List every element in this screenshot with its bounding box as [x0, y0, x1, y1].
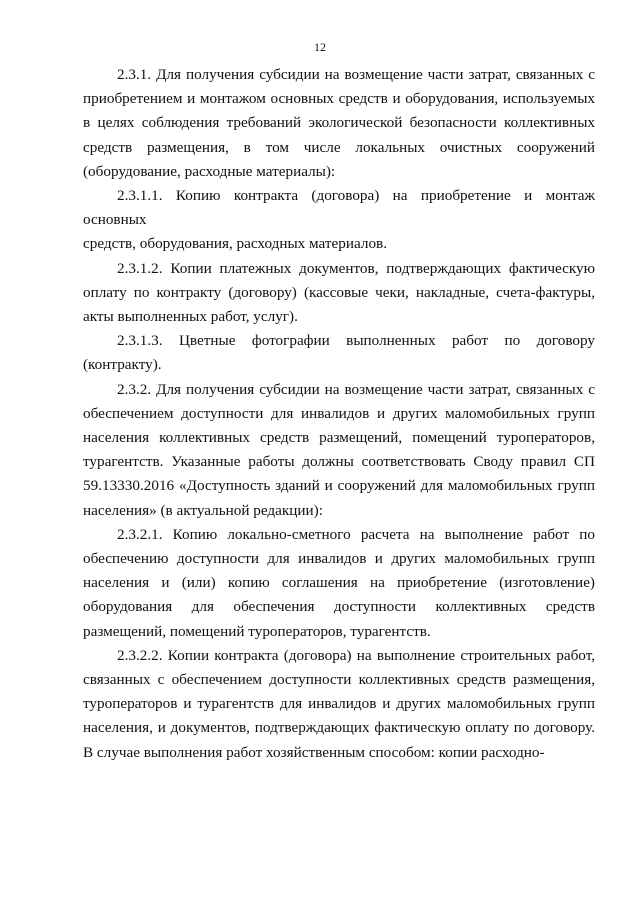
text-line: 2.3.2.1. Копию локально-сметного расчета на выполнение работ по — [117, 525, 595, 543]
text-line: (контракту). — [83, 356, 162, 374]
text-line: приобретением и монтажом основных средств и оборудования, используемых — [83, 90, 595, 108]
text-line: оборудования для обеспечения доступности коллективных средств — [83, 598, 595, 616]
page-number: 12 — [314, 40, 326, 54]
text-line: размещений, помещений туроператоров, турагентств. — [83, 622, 431, 640]
text-line: 2.3.1.2. Копии платежных документов, подтверждающих фактическую — [117, 259, 595, 277]
text-line: в целях соблюдения требований экологической безопасности коллективных — [83, 114, 595, 132]
text-line: населения» (в актуальной редакции): — [83, 501, 323, 519]
text-line: 2.3.1.1. Копию контракта (договора) на приобретение и монтаж основных — [83, 187, 595, 229]
text-line: населения коллективных средств размещений, помещений туроператоров, — [83, 429, 595, 447]
paragraph — [83, 184, 595, 257]
document-body — [83, 63, 595, 765]
text-line: обеспечением доступности для инвалидов и других маломобильных групп — [83, 404, 595, 422]
paragraph — [83, 63, 595, 184]
text-line: 2.3.1.3. Цветные фотографии выполненных работ по договору — [117, 332, 595, 350]
text-line: 2.3.1. Для получения субсидии на возмещение части затрат, связанных с — [117, 66, 595, 83]
text-line: акты выполненных работ, услуг). — [83, 308, 298, 326]
text-line: средств размещения, в том числе локальных очистных сооружений — [83, 138, 595, 156]
text-line: туроператоров и турагентств для инвалидов и других маломобильных групп — [83, 695, 595, 713]
text-line: связанных с обеспечением доступности коллективных средств размещения, — [83, 671, 595, 689]
paragraph — [83, 644, 595, 765]
paragraph — [83, 523, 595, 644]
text-line: 2.3.2. Для получения субсидии на возмещение части затрат, связанных с — [117, 380, 595, 398]
paragraph — [83, 329, 595, 377]
text-line: 2.3.2.2. Копии контракта (договора) на выполнение строительных работ, — [117, 646, 595, 664]
text-line: 59.13330.2016 «Доступность зданий и сооружений для маломобильных групп — [83, 477, 595, 495]
text-line: обеспечению доступности для инвалидов и других маломобильных групп — [83, 550, 595, 568]
text-line: В случае выполнения работ хозяйственным способом: копии расходно- — [83, 743, 545, 761]
text-line: средств, оборудования, расходных материалов. — [83, 235, 388, 253]
text-line: населения и (или) копию соглашения на приобретение (изготовление) — [83, 574, 595, 592]
text-line: оплату по контракту (договору) (кассовые чеки, накладные, счета-фактуры, — [83, 283, 595, 301]
paragraph — [83, 257, 595, 330]
text-line: (оборудование, расходные материалы): — [83, 162, 336, 180]
text-line: населения, и документов, подтверждающих фактическую оплату по договору. — [83, 719, 595, 737]
paragraph — [83, 378, 595, 523]
text-line: турагентств. Указанные работы должны соответствовать Своду правил СП — [83, 453, 595, 471]
